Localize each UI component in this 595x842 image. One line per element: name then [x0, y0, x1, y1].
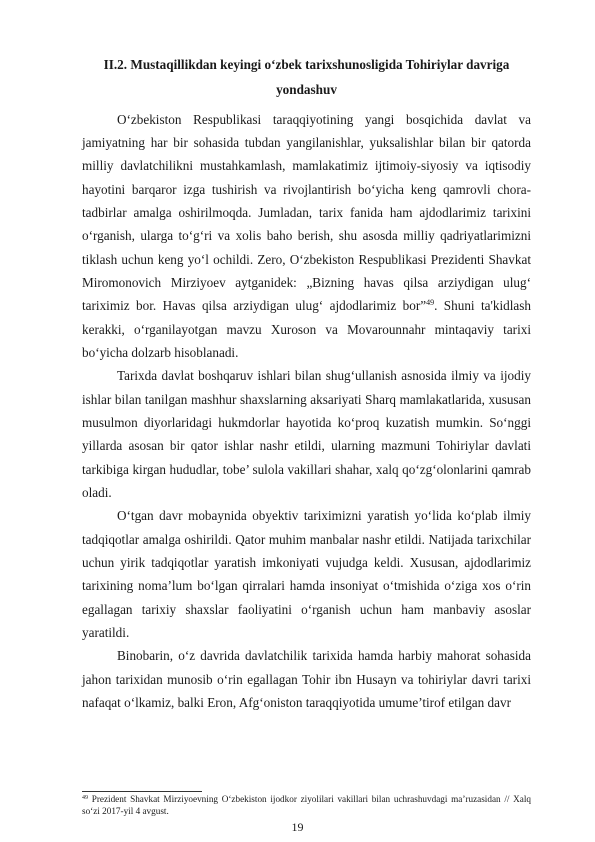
- section-heading-line-2: yondashuv: [276, 82, 337, 97]
- footnote-reference[interactable]: 49: [426, 298, 435, 308]
- footnote-text: Prezident Shavkat Mirziyoevning O‘zbekiston ijodkor ziyolilari vakillari bilan uchrashuvdagi ma’ruzasidan // Xalq so‘zi 2017-yil 4 avgust.: [82, 794, 531, 816]
- paragraph-2: Tarixda davlat boshqaruv ishlari bilan shug‘ullanish asnosida ilmiy va ijodiy ishlar bilan tanilgan mashhur shaxslarning aksariyati Sharq mamlakatlarida, xususan musulmon diyorlaridagi hukmdorlar hayotida ko‘proq kuzatish mumkin. So‘nggi yillarda asosan bir qator ishlar nashr etildi, ularning mazmuni Tohiriylar davlati tarkibiga kirgan hududlar, tobe’ sulola vakillari shahar, xalq qo‘zg‘olonlarini qamrab oladi.: [82, 368, 531, 500]
- section-heading: [82, 52, 531, 102]
- paragraph-1-text: O‘zbekiston Respublikasi taraqqiyotining yangi bosqichida davlat va jamiyatning har bir sohasida tubdan yangilanishlar, yuksalishlar bilan bir qatorda milliy davlatchilikni mustahkamlash, mamlakatimiz ijtimoiy-siyosiy va iqtisodiy hayotini barqaror izga tushirish va rivojlantirish bo‘yicha keng qamrovli chora-tadbirlar amalga oshirilmoqda. Jumladan, tarix fanida ham ajdodlarimiz tarixini o‘rganish, ularga to‘g‘ri va xolis baho berish, shu asosda milliy qadriyatlarimizni tiklash uchun keng yo‘l ochildi. Zero, O‘zbekiston Respublikasi Prezidenti Shavkat Miromonovich Mirziyoev aytganidek: „Bizning havas qilsa arziydigan ulug‘ tariximiz bor. Havas qilsa arziydigan ulug‘ ajdodlarimiz bor”: [82, 111, 531, 314]
- footnote-divider: [82, 791, 202, 792]
- paragraph-4: Binobarin, o‘z davrida davlatchilik tarixida hamda harbiy mahorat sohasida jahon tarixidan munosib o‘rin egallagan Tohir ibn Husayn va tohiriylar davri tarixi nafaqat o‘lkamiz, balki Eron, Afg‘oniston taraqqiyotida umume’tirof etilgan davr: [82, 648, 531, 711]
- footnote-mark: 49: [82, 795, 88, 801]
- paragraph-1: [82, 108, 531, 365]
- section-heading-line-1: II.2. Mustaqillikdan keyingi o‘zbek tarixshunosligida Tohiriylar davriga: [103, 57, 510, 72]
- paragraph-3: O‘tgan davr mobaynida obyektiv tariximizni yaratish yo‘lida ko‘plab ilmiy tadqiqotlar amalga oshirildi. Qator muhim manbalar nashr etildi. Natijada tarixchilar uchun yirik tadqiqotlar yaratish imkoniyati vujudga keldi. Xususan, ajdodlarimiz tarixining noma’lum bo‘lgan qirralari hamda insoniyat o‘tmishida o‘ziga xos o‘rin egallagan tarixiy shaxslar faoliyatini o‘rganish uchun ham manbaviy asoslar yaratildi.: [82, 508, 531, 641]
- paragraph-1-text-cont: . Shuni ta'kidlash kerakki, o‘rganilayotgan mavzu Xuroson va Movarounnahr mintaqaviy tarixi bo‘yicha dolzarb hisoblanadi.: [82, 298, 531, 360]
- footnote: [82, 794, 531, 817]
- page-number: 19: [291, 820, 304, 834]
- body-text: [82, 108, 531, 715]
